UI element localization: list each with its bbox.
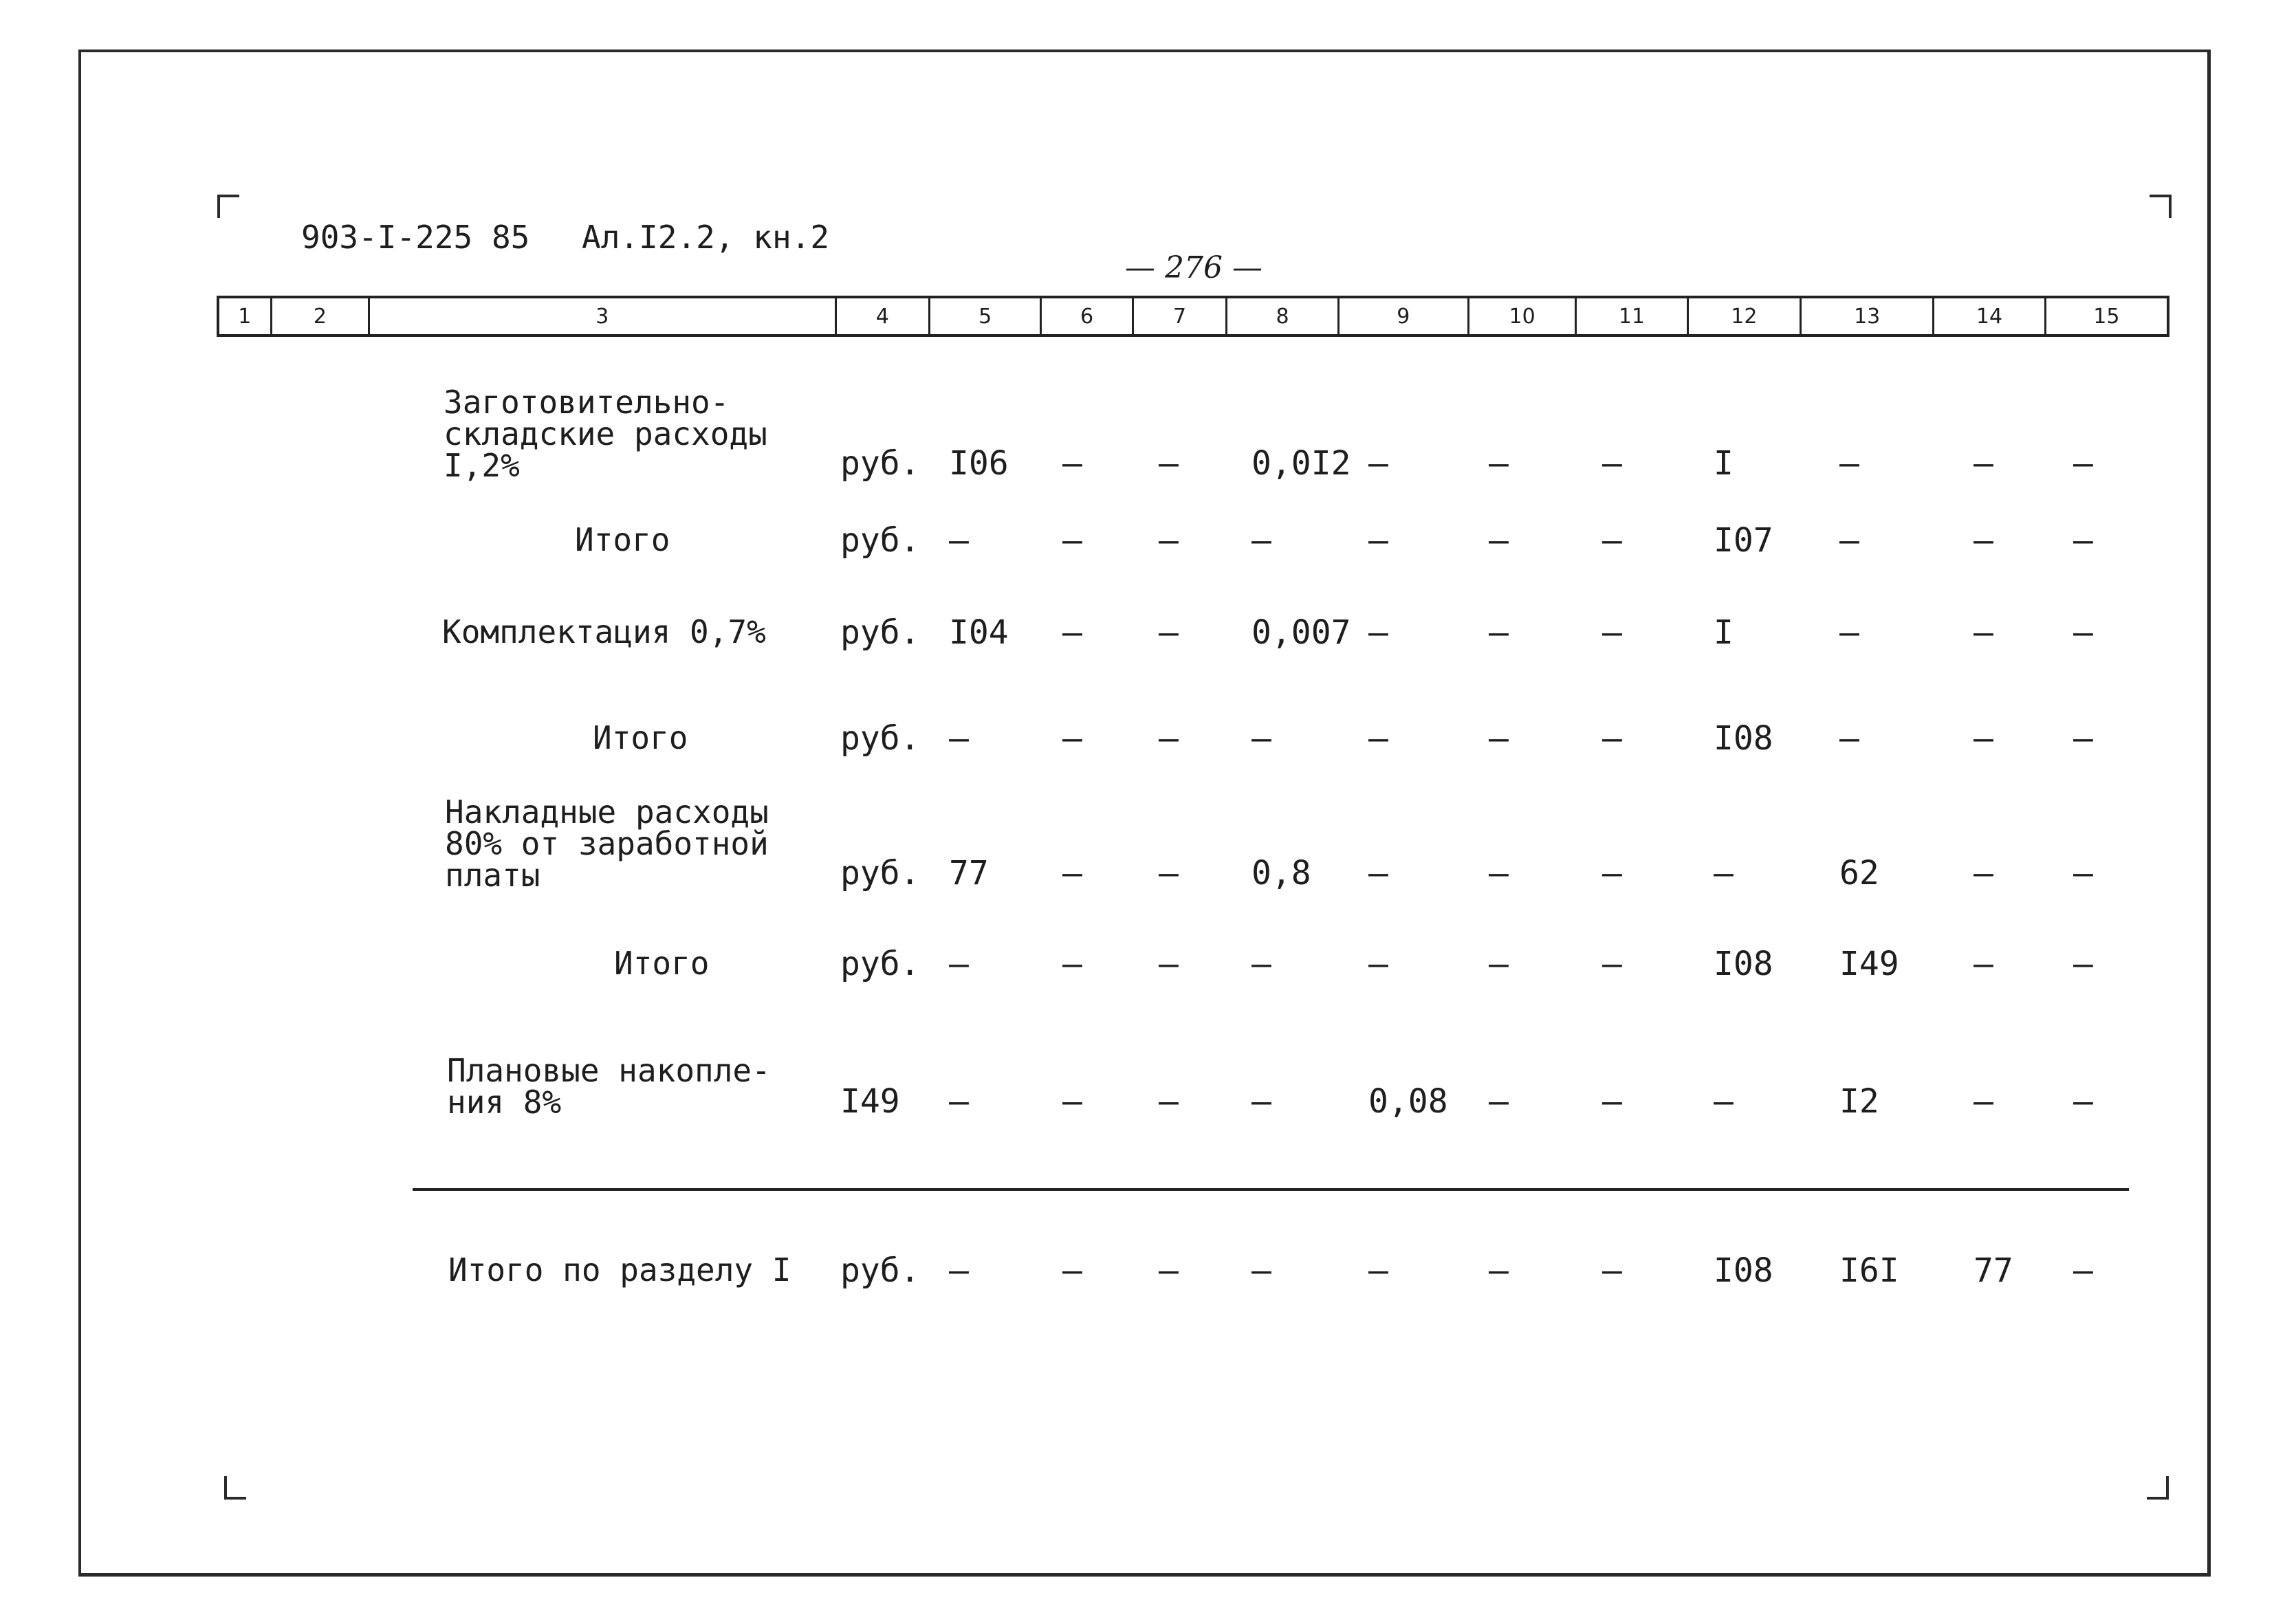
column-number-header <box>217 296 2169 337</box>
table-cell-col-9: – <box>1368 719 1388 758</box>
table-cell-col-4: руб. <box>840 854 920 892</box>
corner-mark-top-left <box>217 195 239 218</box>
table-cell-col-8: – <box>1251 1082 1271 1121</box>
table-cell-col-12: – <box>1714 854 1734 892</box>
table-cell-col-11: – <box>1602 719 1622 758</box>
column-number-15: 15 <box>2093 304 2120 329</box>
table-cell-col-11: – <box>1602 1082 1622 1121</box>
table-cell-col-12: I08 <box>1714 719 1773 758</box>
table-cell-col-5: I04 <box>949 613 1009 652</box>
table-cell-col-9: – <box>1368 521 1388 560</box>
column-number-13: 13 <box>1802 298 1934 334</box>
table-cell-col-10: – <box>1489 719 1509 758</box>
table-cell-col-10: – <box>1489 945 1509 983</box>
table-cell-col-11: – <box>1602 945 1622 983</box>
table-cell-col-6: – <box>1062 1082 1082 1121</box>
table-cell-col-5: 77 <box>949 854 989 892</box>
column-number-7: 7 <box>1134 298 1227 334</box>
column-number-12: 12 <box>1689 298 1802 334</box>
table-cell-col-10: – <box>1489 613 1509 652</box>
table-cell-col-4: руб. <box>840 719 920 758</box>
table-cell-col-4: руб. <box>840 444 920 483</box>
table-cell-col-15: – <box>2073 613 2093 652</box>
table-cell-col-7: – <box>1159 521 1179 560</box>
column-number-6: 6 <box>1042 298 1133 334</box>
album-reference: Ал.I2.2, кн.2 <box>582 219 830 256</box>
row-label: Итого по разделу I <box>448 1251 791 1288</box>
table-cell-col-15: – <box>2073 1251 2093 1290</box>
table-cell-col-4: руб. <box>840 521 920 560</box>
table-cell-col-11: – <box>1602 613 1622 652</box>
table-cell-col-12: – <box>1714 1082 1734 1121</box>
table-cell-col-14: – <box>1974 521 1993 560</box>
column-number-8: 8 <box>1227 298 1339 334</box>
table-cell-col-8: – <box>1251 521 1271 560</box>
table-cell-col-11: – <box>1602 854 1622 892</box>
table-cell-col-12: I <box>1714 444 1734 483</box>
table-cell-col-4: руб. <box>840 613 920 652</box>
row-label: Плановые накопле- ния 8% <box>447 1052 771 1121</box>
page-number: — 276 — <box>1125 250 1262 285</box>
table-cell-col-10: – <box>1489 521 1509 560</box>
table-cell-col-4: I49 <box>840 1082 900 1121</box>
table-cell-col-6: – <box>1062 613 1082 652</box>
table-cell-col-9: – <box>1368 945 1388 983</box>
table-cell-col-5: I06 <box>949 444 1009 483</box>
table-cell-col-5: – <box>949 1082 969 1121</box>
table-cell-col-12: I07 <box>1714 521 1773 560</box>
table-cell-col-7: – <box>1159 1082 1179 1121</box>
table-cell-col-13: – <box>1839 719 1859 758</box>
table-cell-col-14: – <box>1974 854 1993 892</box>
table-cell-col-7: – <box>1159 613 1179 652</box>
table-cell-col-6: – <box>1062 521 1082 560</box>
table-cell-col-7: – <box>1159 444 1179 483</box>
table-cell-col-14: 77 <box>1974 1251 2013 1290</box>
table-cell-col-9: 0,08 <box>1368 1082 1448 1121</box>
table-cell-col-12: I08 <box>1714 1251 1773 1290</box>
table-cell-col-7: – <box>1159 854 1179 892</box>
table-cell-col-14: – <box>1974 719 1993 758</box>
table-cell-col-6: – <box>1062 854 1082 892</box>
table-cell-col-7: – <box>1159 719 1179 758</box>
table-cell-col-8: – <box>1251 945 1271 983</box>
corner-mark-bottom-right <box>2147 1476 2169 1500</box>
table-cell-col-13: I49 <box>1839 945 1899 983</box>
column-number-9: 9 <box>1340 298 1469 334</box>
table-cell-col-5: – <box>949 945 969 983</box>
column-number-1: 1 <box>219 298 272 334</box>
table-cell-col-5: – <box>949 521 969 560</box>
table-cell-col-13: – <box>1839 613 1859 652</box>
table-cell-col-7: – <box>1159 1251 1179 1290</box>
table-cell-col-11: – <box>1602 444 1622 483</box>
row-label: Итого <box>593 719 688 756</box>
column-number-10: 10 <box>1469 298 1577 334</box>
corner-mark-bottom-left <box>224 1476 246 1500</box>
table-cell-col-7: – <box>1159 945 1179 983</box>
table-cell-col-14: – <box>1974 444 1993 483</box>
table-cell-col-13: I6I <box>1839 1251 1899 1290</box>
table-cell-col-14: – <box>1974 613 1993 652</box>
table-cell-col-6: – <box>1062 1251 1082 1290</box>
table-cell-col-5: – <box>949 719 969 758</box>
row-label: Итого <box>614 945 710 982</box>
table-cell-col-11: – <box>1602 1251 1622 1290</box>
table-cell-col-4: руб. <box>840 1251 920 1290</box>
table-cell-col-10: – <box>1489 854 1509 892</box>
table-cell-col-15: – <box>2073 719 2093 758</box>
table-cell-col-6: – <box>1062 719 1082 758</box>
table-cell-col-15: – <box>2073 1082 2093 1121</box>
table-cell-col-9: – <box>1368 444 1388 483</box>
table-cell-col-15: – <box>2073 521 2093 560</box>
table-cell-col-15: – <box>2073 854 2093 892</box>
table-cell-col-8: 0,0I2 <box>1251 444 1351 483</box>
row-label: Накладные расходы 80% от заработной платы <box>445 793 769 894</box>
table-cell-col-12: I08 <box>1714 945 1773 983</box>
table-cell-col-14: – <box>1974 1082 1993 1121</box>
table-cell-col-12: I <box>1714 613 1734 652</box>
table-cell-col-6: – <box>1062 945 1082 983</box>
table-cell-col-13: I2 <box>1839 1082 1879 1121</box>
table-cell-col-4: руб. <box>840 945 920 983</box>
table-cell-col-14: – <box>1974 945 1993 983</box>
column-number-2: 2 <box>272 298 370 334</box>
table-cell-col-8: – <box>1251 719 1271 758</box>
table-cell-col-11: – <box>1602 521 1622 560</box>
row-label: Итого <box>575 521 670 558</box>
table-cell-col-8: – <box>1251 1251 1271 1290</box>
column-number-3: 3 <box>370 298 836 334</box>
table-cell-col-9: – <box>1368 854 1388 892</box>
column-number-4: 4 <box>837 298 930 334</box>
table-cell-col-10: – <box>1489 1251 1509 1290</box>
table-cell-col-15: – <box>2073 444 2093 483</box>
table-cell-col-15: – <box>2073 945 2093 983</box>
table-cell-col-13: – <box>1839 521 1859 560</box>
table-cell-col-9: – <box>1368 1251 1388 1290</box>
row-label: Заготовительно- складские расходы I,2% <box>444 384 767 484</box>
section-total-rule <box>413 1188 2129 1191</box>
document-code: 903-I-225 85 <box>301 219 530 256</box>
row-label: Комплектация 0,7% <box>442 613 766 650</box>
table-cell-col-10: – <box>1489 444 1509 483</box>
table-cell-col-9: – <box>1368 613 1388 652</box>
table-cell-col-6: – <box>1062 444 1082 483</box>
column-number-5: 5 <box>930 298 1042 334</box>
table-cell-col-13: – <box>1839 444 1859 483</box>
table-cell-col-8: 0,007 <box>1251 613 1351 652</box>
table-cell-col-10: – <box>1489 1082 1509 1121</box>
table-cell-col-5: – <box>949 1251 969 1290</box>
column-number-11: 11 <box>1577 298 1688 334</box>
table-cell-col-8: 0,8 <box>1251 854 1311 892</box>
table-cell-col-13: 62 <box>1839 854 1879 892</box>
corner-mark-top-right <box>2150 195 2172 218</box>
column-number-14: 14 <box>1934 298 2046 334</box>
